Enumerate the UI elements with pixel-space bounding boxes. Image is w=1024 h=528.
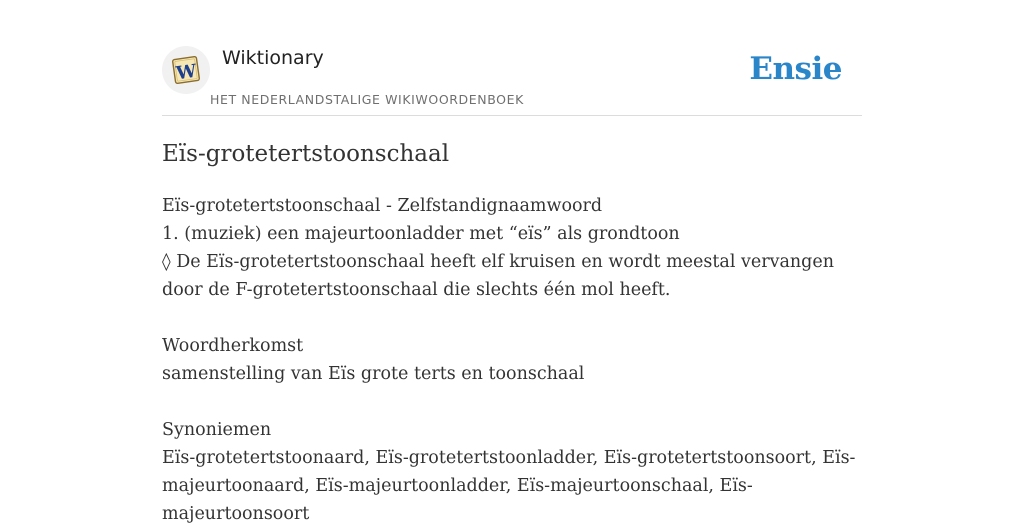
entry-content	[162, 192, 866, 528]
wiktionary-logo-icon[interactable]	[162, 46, 210, 94]
spacer	[162, 304, 866, 332]
svg-text:W: W	[174, 60, 198, 85]
synonyms-text: Eïs-grotetertstoonaard, Eïs-grotetertstoonladder, Eïs-grotetertstoonsoort, Eïs-majeurtoonaard, Eïs-majeurtoonladder, Eïs-majeurtoonschaal, Eïs-majeurtoonsoort	[162, 448, 856, 524]
definition-text: 1. (muziek) een majeurtoonladder met “eïs” als grondtoon	[162, 224, 680, 244]
header-divider	[162, 115, 862, 116]
wiktionary-tile-icon	[167, 51, 205, 89]
site-name[interactable]: Wiktionary	[222, 47, 324, 69]
spacer	[162, 388, 866, 416]
site-tagline: HET NEDERLANDSTALIGE WIKIWOORDENBOEK	[210, 92, 524, 107]
synonyms-heading: Synoniemen	[162, 420, 272, 440]
example-sentence: ◊ De Eïs-grotetertstoonschaal heeft elf kruisen en wordt meestal vervangen door de F-grotetertstoonschaal die slechts één mol heeft.	[162, 252, 835, 300]
page-title: Eïs-grotetertstoonschaal	[162, 141, 450, 167]
etymology-text: samenstelling van Eïs grote terts en toonschaal	[162, 364, 585, 384]
ensie-logo[interactable]: Ensie	[749, 51, 842, 87]
etymology-heading: Woordherkomst	[162, 336, 304, 356]
definition-heading: Eïs-grotetertstoonschaal - Zelfstandignaamwoord	[162, 196, 603, 216]
